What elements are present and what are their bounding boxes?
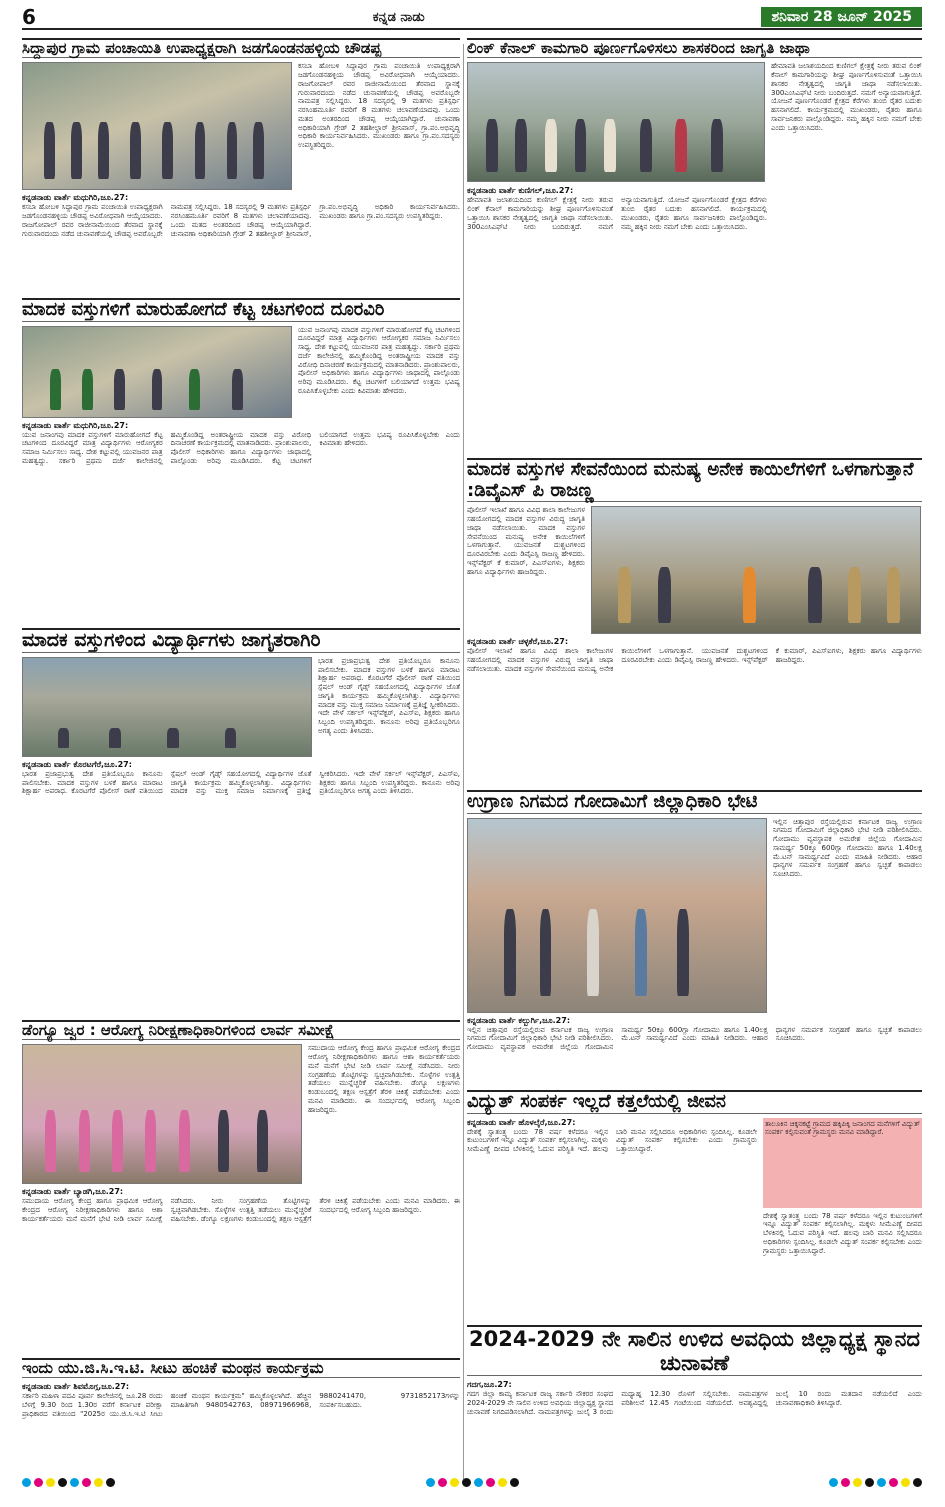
byline: ಕನ್ನಡನಾಡು ವಾರ್ತೆ ಬ್ಯಾಡಗಿ,ಜೂ.27: <box>22 1187 124 1197</box>
page-number: 6 <box>22 5 36 29</box>
registration-dot <box>829 1478 838 1487</box>
headline: ಇಂದು ಯು.ಜಿ.ಸಿ.ಇ.ಟಿ. ಸೀಟು ಹಂಚಿಕೆ ಮಂಥನ ಕಾರ್ಯಕ್ರಮ <box>22 1358 460 1378</box>
registration-dot <box>94 1478 103 1487</box>
byline: ಕನ್ನಡನಾಡು ವಾರ್ತೆ ಕೊರಟಗೆರೆ,ಜೂ.27: <box>22 759 132 769</box>
article-body-cont: ಪೊಲೀಸ್ ಇಲಾಖೆ ಹಾಗೂ ವಿವಿಧ ಶಾಲಾ ಕಾಲೇಜುಗಳ ಸಹಯೋಗದಲ್ಲಿ ಮಾದಕ ವಸ್ತುಗಳ ವಿರುದ್ಧ ಜಾಗೃತಿ ಜಾಥಾ ನಡೆಸಲಾಯಿತು. ಮಾದಕ ವಸ್ತುಗಳ ಸೇವನೆಯಿಂದ ಮನುಷ್ಯ ಅನೇಕ ಕಾಯಿಲೆಗಳಿಗೆ ಒಳಗಾಗುತ್ತಾನೆ. ಯುವಜನತೆ ದುಶ್ಚಟಗಳಿಂದ ದೂರವಿರಬೇಕು ಎಂದು ಡಿವೈಎಸ್ಪಿ ರಾಜಣ್ಣ ಹೇಳಿದರು. ಇನ್ಸ್‌ಪೆಕ್ಟರ್ ಕೆ ಕುಮಾರ್, ಪಿಎಸ್‌ಐಗಳು, ಶಿಕ್ಷಕರು ಹಾಗೂ ವಿದ್ಯಾರ್ಥಿಗಳು ಹಾಜರಿದ್ದರು. <box>467 647 922 673</box>
article-body: ಪೊಲೀಸ್ ಇಲಾಖೆ ಹಾಗೂ ವಿವಿಧ ಶಾಲಾ ಕಾಲೇಜುಗಳ ಸಹಯೋಗದಲ್ಲಿ ಮಾದಕ ವಸ್ತುಗಳ ವಿರುದ್ಧ ಜಾಗೃತಿ ಜಾಥಾ ನಡೆಸಲಾಯಿತು. ಮಾದಕ ವಸ್ತುಗಳ ಸೇವನೆಯಿಂದ ಮನುಷ್ಯ ಅನೇಕ ಕಾಯಿಲೆಗಳಿಗೆ ಒಳಗಾಗುತ್ತಾನೆ. ಯುವಜನತೆ ದುಶ್ಚಟಗಳಿಂದ ದೂರವಿರಬೇಕು ಎಂದು ಡಿವೈಎಸ್ಪಿ ರಾಜಣ್ಣ ಹೇಳಿದರು. ಇನ್ಸ್‌ಪೆಕ್ಟರ್ ಕೆ ಕುಮಾರ್, ಪಿಎಸ್‌ಐಗಳು, ಶಿಕ್ಷಕರು ಹಾಗೂ ವಿದ್ಯಾರ್ಥಿಗಳು ಹಾಜರಿದ್ದರು. <box>467 506 585 576</box>
article-body: ಇಲ್ಲಿನ ಚಿತ್ತಾಪುರ ರಸ್ತೆಯಲ್ಲಿರುವ ಕರ್ನಾಟಕ ರಾಜ್ಯ ಉಗ್ರಾಣ ನಿಗಮದ ಗೋದಾಮಿಗೆ ಜಿಲ್ಲಾಧಿಕಾರಿ ಭೇಟಿ ನೀಡಿ ಪರಿಶೀಲಿಸಿದರು. ಗೋದಾಮು ವ್ಯವಸ್ಥಾಪಕ ಅಮರೇಶ ಜಿಲ್ಲೆಯ ಗೋದಾಮಿನ ಸಾಮರ್ಥ್ಯ 50ಕ್ಕೂ 600ಗ್ಲಾ ಗೋದಾಮು ಹಾಗೂ 1.40ಲಕ್ಷ ಮೆ.ಟನ್ ಸಾಮರ್ಥ್ಯವಿದೆ ಎಂದು ಮಾಹಿತಿ ನೀಡಿದರು. ಆಹಾರ ಧಾನ್ಯಗಳ ಸಮರ್ಪಕ ಸಂಗ್ರಹಣೆ ಹಾಗೂ ಸ್ವಚ್ಛತೆ ಕಾಪಾಡಲು ಸೂಚಿಸಿದರು. <box>773 817 922 879</box>
photo <box>22 657 312 757</box>
article-body: ಸಮುದಾಯ ಆರೋಗ್ಯ ಕೇಂದ್ರ ಹಾಗೂ ಪ್ರಾಥಮಿಕ ಆರೋಗ್ಯ ಕೇಂದ್ರದ ಆರೋಗ್ಯ ನಿರೀಕ್ಷಣಾಧಿಕಾರಿಗಳು ಹಾಗೂ ಆಶಾ ಕಾರ್ಯಕರ್ತೆಯರು ಮನೆ ಮನೆಗೆ ಭೇಟಿ ನೀಡಿ ಲಾರ್ವ ಸಮೀಕ್ಷೆ ನಡೆಸಿದರು. ನೀರು ಸಂಗ್ರಹಣೆಯ ತೊಟ್ಟಿಗಳನ್ನು ಸ್ವಚ್ಛವಾಗಿಡಬೇಕು. ಸೊಳ್ಳೆಗಳ ಉತ್ಪತ್ತಿ ತಡೆಯಲು ಮುನ್ನೆಚ್ಚರಿಕೆ ವಹಿಸಬೇಕು. ಡೆಂಗ್ಯೂ ಲಕ್ಷಣಗಳು ಕಂಡುಬಂದಲ್ಲಿ ತಕ್ಷಣ ಆಸ್ಪತ್ರೆಗೆ ತೆರಳಿ ಚಿಕಿತ್ಸೆ ಪಡೆಯಬೇಕು ಎಂದು ಮನವಿ ಮಾಡಿದರು. ಈ ಸಂದರ್ಭದಲ್ಲಿ ಆರೋಗ್ಯ ಸಿಬ್ಬಂದಿ ಹಾಜರಿದ್ದರು. <box>308 1044 460 1114</box>
story-1 <box>22 38 460 275</box>
paper-name: ಕನ್ನಡ ನಾಡು <box>372 9 425 25</box>
headline: 2024-2029 ನೇ ಸಾಲಿನ ಉಳಿದ ಅವಧಿಯ ಜಿಲ್ಲಾಧ್ಯಕ್ಷ ಸ್ಥಾನದ ಚುನಾವಣೆ <box>467 1325 922 1376</box>
photo <box>22 62 292 190</box>
column-divider <box>463 44 464 1484</box>
article-body-cont: ಯುವ ಜನಾಂಗವು ಮಾದಕ ವಸ್ತುಗಳಿಗೆ ಮಾರುಹೋಗದೆ ಕೆಟ್ಟ ಚಟಗಳಿಂದ ದೂರವಿದ್ದರೆ ಮಾತ್ರ ವಿದ್ಯಾರ್ಥಿಗಳು ಆರೋಗ್ಯಕರ ಸಮಾಜ ನಿರ್ಮಿಸಲು ಸಾಧ್ಯ. ದೇಶ ಕಟ್ಟುವಲ್ಲಿ ಯುವಜನರ ಪಾತ್ರ ಮಹತ್ವದ್ದು. ಸರ್ಕಾರಿ ಪ್ರಥಮ ದರ್ಜೆ ಕಾಲೇಜಿನಲ್ಲಿ ಹಮ್ಮಿಕೊಂಡಿದ್ದ ಅಂತರಾಷ್ಟ್ರೀಯ ಮಾದಕ ವಸ್ತು ವಿರೋಧಿ ದಿನಾಚರಣೆ ಕಾರ್ಯಕ್ರಮದಲ್ಲಿ ಮಾತನಾಡಿದರು. ಪ್ರಾಂಶುಪಾಲರು, ಪೊಲೀಸ್ ಅಧಿಕಾರಿಗಳು ಹಾಗೂ ವಿದ್ಯಾರ್ಥಿಗಳು ಜಾಥಾದಲ್ಲಿ ಪಾಲ್ಗೊಂಡು ಅರಿವು ಮೂಡಿಸಿದರು. ಕೆಟ್ಟ ಚಟಗಳಿಗೆ ಬಲಿಯಾಗದೆ ಉತ್ತಮ ಭವಿಷ್ಯ ರೂಪಿಸಿಕೊಳ್ಳಬೇಕು ಎಂದು ಕಿವಿಮಾತು ಹೇಳಿದರು. <box>22 430 460 465</box>
article-body-cont: ಹೇಮಾವತಿ ಜಲಾಶಯದಿಂದ ಕುಣಿಗಲ್ ಕ್ಷೇತ್ರಕ್ಕೆ ನೀರು ತರುವ ಲಿಂಕ್ ಕೆನಾಲ್ ಕಾಮಗಾರಿಯನ್ನು ಶೀಘ್ರ ಪೂರ್ಣಗೊಳಿಸುವಂತೆ ಒತ್ತಾಯಿಸಿ ಶಾಸಕರ ನೇತೃತ್ವದಲ್ಲಿ ಜಾಗೃತಿ ಜಾಥಾ ನಡೆಸಲಾಯಿತು. 300ಎಂಸಿಎಫ್‌ಟಿ ನೀರು ಬಂದಿರುತ್ತದೆ. ನಮಗೆ ಅನ್ಯಾಯವಾಗುತ್ತಿದೆ. ಯೋಜನೆ ಪೂರ್ಣಗೊಂಡರೆ ಕ್ಷೇತ್ರದ ಕೆರೆಗಳು ತುಂಬಿ ರೈತರ ಬದುಕು ಹಸನಾಗಲಿದೆ. ಕಾರ್ಯಕ್ರಮದಲ್ಲಿ ಮುಖಂಡರು, ರೈತರು ಹಾಗೂ ಸಾರ್ವಜನಿಕರು ಪಾಲ್ಗೊಂಡಿದ್ದರು. ನಮ್ಮ ಹಕ್ಕಿನ ನೀರು ನಮಗೆ ಬೇಕು ಎಂದು ಒತ್ತಾಯಿಸಿದರು. <box>467 196 767 231</box>
registration-dot <box>498 1478 507 1487</box>
registration-dot <box>426 1478 435 1487</box>
article-body: ಗದಗ ಜಿಲ್ಲಾ ಕಾಮ್ಯ ಕರ್ನಾಟಕ ರಾಜ್ಯ ಸರ್ಕಾರಿ ನೌಕರರ ಸಂಘದ 2024-2029 ನೇ ಸಾಲಿನ ಉಳಿದ ಅವಧಿಯ ಜಿಲ್ಲಾಧ್ಯಕ್ಷ ಸ್ಥಾನದ ಚುನಾವಣೆ ನಿಗದಿಪಡಿಸಲಾಗಿದೆ. ನಾಮಪತ್ರಗಳನ್ನು ಜುಲೈ 3 ರಂದು ಮಧ್ಯಾಹ್ನ 12.30 ರೊಳಗೆ ಸಲ್ಲಿಸಬೇಕು. ನಾಮಪತ್ರಗಳ ಪರಿಶೀಲನೆ 12.45 ಗಂಟೆಯಿಂದ ನಡೆಯಲಿದೆ. ಅವಶ್ಯವಿದ್ದಲ್ಲಿ ಜುಲೈ 10 ರಂದು ಮತದಾನ ನಡೆಯಲಿದೆ ಎಂದು ಚುನಾವಣಾಧಿಕಾರಿ ತಿಳಿಸಿದ್ದಾರೆ. <box>467 1390 922 1416</box>
article-body-cont: ಕಸಬಾ ಹೋಬಳಿ ಸಿದ್ದಾಪುರ ಗ್ರಾಮ ಪಂಚಾಯಿತಿ ಉಪಾಧ್ಯಕ್ಷರಾಗಿ ಜಡಗೊಂಡನಹಳ್ಳಿಯ ಚೌಡಪ್ಪ ಅವಿರೋಧವಾಗಿ ಆಯ್ಕೆಯಾದರು. ರಾಜಗೋಪಾಲ್ ರವರ ರಾಜೀನಾಮೆಯಿಂದ ತೆರವಾದ ಸ್ಥಾನಕ್ಕೆ ಗುರುವಾರದಂದು ನಡೆದ ಚುನಾವಣೆಯಲ್ಲಿ ಚೌಡಪ್ಪ ಅವರೊಬ್ಬರೇ ನಾಮಪತ್ರ ಸಲ್ಲಿಸಿದ್ದರು. 18 ಸದಸ್ಯರಲ್ಲಿ 9 ಮತಗಳು ಪ್ರತಿಸ್ಪರ್ಧಿ ನರಸಿಂಹಮೂರ್ತಿ ರವರಿಗೆ 8 ಮತಗಳು ಚಲಾವಣೆಯಾದವು. ಒಂದು ಮತದ ಅಂತರದಿಂದ ಚೌಡಪ್ಪ ಆಯ್ಕೆಯಾಗಿದ್ದಾರೆ. ಚುನಾವಣಾ ಅಧಿಕಾರಿಯಾಗಿ ಗ್ರೇಡ್ 2 ತಹಶೀಲ್ದಾರ್ ಶ್ರೀನಿವಾಸ್, ಗ್ರಾ.ಪಂ.ಅಭಿವೃದ್ಧಿ ಅಧಿಕಾರಿ ಕಾರ್ಯನಿರ್ವಹಿಸಿದರು. ಮುಖಂಡರು ಹಾಗೂ ಗ್ರಾ.ಪಂ.ಸದಸ್ಯರು ಉಪಸ್ಥಿತರಿದ್ದರು. <box>22 203 460 238</box>
article-body: ದೇಶಕ್ಕೆ ಸ್ವಾತಂತ್ರ್ಯ ಬಂದು 78 ವರ್ಷ ಕಳೆದರೂ ಇಲ್ಲಿನ ಕುಟುಂಬಗಳಿಗೆ ಇನ್ನೂ ವಿದ್ಯುತ್ ಸಂಪರ್ಕ ಕಲ್ಪಿಸಲಾಗಿಲ್ಲ. ಮಕ್ಕಳು ಸೀಮೆಎಣ್ಣೆ ದೀಪದ ಬೆಳಕಿನಲ್ಲಿ ಓದುವ ಪರಿಸ್ಥಿತಿ ಇದೆ. ಹಲವು ಬಾರಿ ಮನವಿ ಸಲ್ಲಿಸಿದರೂ ಅಧಿಕಾರಿಗಳು ಸ್ಪಂದಿಸಿಲ್ಲ. ಕೂಡಲೇ ವಿದ್ಯುತ್ ಸಂಪರ್ಕ ಕಲ್ಪಿಸಬೇಕು ಎಂದು ಗ್ರಾಮಸ್ಥರು ಒತ್ತಾಯಿಸಿದ್ದಾರೆ. <box>467 1127 757 1154</box>
headline: ವಿದ್ಯುತ್ ಸಂಪರ್ಕ ಇಲ್ಲದೆ ಕತ್ತಲೆಯಲ್ಲಿ ಜೀವನ <box>467 1090 922 1114</box>
color-dots-center <box>426 1478 519 1490</box>
registration-dot <box>82 1478 91 1487</box>
headline: ಉಗ್ರಾಣ ನಿಗಮದ ಗೋದಾಮಿಗೆ ಜಿಲ್ಲಾಧಿಕಾರಿ ಭೇಟಿ <box>467 790 922 814</box>
story-4 <box>22 1020 460 1327</box>
byline: ಕನ್ನಡನಾಡು ವಾರ್ತೆ ಮಧುಗಿರಿ,ಜೂ.27: <box>22 193 129 203</box>
article-body: ಸರ್ಕಾರಿ ಮಹಿಳಾ ಪದವಿ ಪೂರ್ವ ಕಾಲೇಜಿನಲ್ಲಿ ಜೂ.28 ರಂದು ಬೆಳಗ್ಗೆ 9.30 ರಿಂದ 1.30ರ ವರೆಗೆ ಕರ್ನಾಟಕ ಪರೀಕ್ಷಾ ಪ್ರಾಧಿಕಾರದ ವತಿಯಿಂದ "2025ರ ಯು.ಜಿ.ಸಿ.ಇ.ಟಿ ಸೀಟು ಹಂಚಿಕೆ ಮಂಥನ ಕಾರ್ಯಕ್ರಮ" ಹಮ್ಮಿಕೊಳ್ಳಲಾಗಿದೆ. ಹೆಚ್ಚಿನ ಮಾಹಿತಿಗಾಗಿ 9480542763, 08971966968, 9880241470, 9731852173ಗಳನ್ನು ಸಂಪರ್ಕಿಸಬಹುದು. <box>22 1392 460 1418</box>
photo <box>22 326 292 418</box>
article-body-cont: ಸಮುದಾಯ ಆರೋಗ್ಯ ಕೇಂದ್ರ ಹಾಗೂ ಪ್ರಾಥಮಿಕ ಆರೋಗ್ಯ ಕೇಂದ್ರದ ಆರೋಗ್ಯ ನಿರೀಕ್ಷಣಾಧಿಕಾರಿಗಳು ಹಾಗೂ ಆಶಾ ಕಾರ್ಯಕರ್ತೆಯರು ಮನೆ ಮನೆಗೆ ಭೇಟಿ ನೀಡಿ ಲಾರ್ವ ಸಮೀಕ್ಷೆ ನಡೆಸಿದರು. ನೀರು ಸಂಗ್ರಹಣೆಯ ತೊಟ್ಟಿಗಳನ್ನು ಸ್ವಚ್ಛವಾಗಿಡಬೇಕು. ಸೊಳ್ಳೆಗಳ ಉತ್ಪತ್ತಿ ತಡೆಯಲು ಮುನ್ನೆಚ್ಚರಿಕೆ ವಹಿಸಬೇಕು. ಡೆಂಗ್ಯೂ ಲಕ್ಷಣಗಳು ಕಂಡುಬಂದಲ್ಲಿ ತಕ್ಷಣ ಆಸ್ಪತ್ರೆಗೆ ತೆರಳಿ ಚಿಕಿತ್ಸೆ ಪಡೆಯಬೇಕು ಎಂದು ಮನವಿ ಮಾಡಿದರು. ಈ ಸಂದರ್ಭದಲ್ಲಿ ಆರೋಗ್ಯ ಸಿಬ್ಬಂದಿ ಹಾಜರಿದ್ದರು. <box>22 1197 460 1223</box>
registration-dot <box>853 1478 862 1487</box>
registration-dot <box>510 1478 519 1487</box>
byline: ಗದಗ,ಜೂ.27: <box>467 1380 512 1390</box>
byline: ಕನ್ನಡನಾಡು ವಾರ್ತೆ ಹೊಳಲ್ಕೆರೆ,ಜೂ.27: <box>467 1117 576 1127</box>
registration-dot <box>70 1478 79 1487</box>
photo <box>22 1044 302 1184</box>
story-5 <box>22 1358 460 1458</box>
headline: ಮಾದಕ ವಸ್ತುಗಳ ಸೇವನೆಯಿಂದ ಮನುಷ್ಯ ಅನೇಕ ಕಾಯಿಲೆಗಳಿಗೆ ಒಳಗಾಗುತ್ತಾನೆ :ಡಿವೈಎಸ್ ಪಿ ರಾಜಣ್ಣ <box>467 458 922 502</box>
registration-dot <box>22 1478 31 1487</box>
story-10 <box>467 1325 922 1466</box>
headline: ಸಿದ್ದಾಪುರ ಗ್ರಾಮ ಪಂಚಾಯಿತಿ ಉಪಾಧ್ಯಕ್ಷರಾಗಿ ಜಡಗೊಂಡನಹಳ್ಳಿಯ ಚೌಡಪ್ಪ <box>22 38 460 58</box>
print-registration-bar <box>22 1478 922 1490</box>
story-3 <box>22 628 460 1010</box>
registration-dot <box>438 1478 447 1487</box>
photo <box>467 818 767 1013</box>
registration-dot <box>889 1478 898 1487</box>
headline: ಲಿಂಕ್ ಕೆನಾಲ್ ಕಾಮಗಾರಿ ಪೂರ್ಣಗೊಳಿಸಲು ಶಾಸಕರಿಂದ ಜಾಗೃತಿ ಜಾಥಾ <box>467 38 922 58</box>
registration-dot <box>46 1478 55 1487</box>
registration-dot <box>462 1478 471 1487</box>
article-body: ಕಸಬಾ ಹೋಬಳಿ ಸಿದ್ದಾಪುರ ಗ್ರಾಮ ಪಂಚಾಯಿತಿ ಉಪಾಧ್ಯಕ್ಷರಾಗಿ ಜಡಗೊಂಡನಹಳ್ಳಿಯ ಚೌಡಪ್ಪ ಅವಿರೋಧವಾಗಿ ಆಯ್ಕೆಯಾದರು. ರಾಜಗೋಪಾಲ್ ರವರ ರಾಜೀನಾಮೆಯಿಂದ ತೆರವಾದ ಸ್ಥಾನಕ್ಕೆ ಗುರುವಾರದಂದು ನಡೆದ ಚುನಾವಣೆಯಲ್ಲಿ ಚೌಡಪ್ಪ ಅವರೊಬ್ಬರೇ ನಾಮಪತ್ರ ಸಲ್ಲಿಸಿದ್ದರು. 18 ಸದಸ್ಯರಲ್ಲಿ 9 ಮತಗಳು ಪ್ರತಿಸ್ಪರ್ಧಿ ನರಸಿಂಹಮೂರ್ತಿ ರವರಿಗೆ 8 ಮತಗಳು ಚಲಾವಣೆಯಾದವು. ಒಂದು ಮತದ ಅಂತರದಿಂದ ಚೌಡಪ್ಪ ಆಯ್ಕೆಯಾಗಿದ್ದಾರೆ. ಚುನಾವಣಾ ಅಧಿಕಾರಿಯಾಗಿ ಗ್ರೇಡ್ 2 ತಹಶೀಲ್ದಾರ್ ಶ್ರೀನಿವಾಸ್, ಗ್ರಾ.ಪಂ.ಅಭಿವೃದ್ಧಿ ಅಧಿಕಾರಿ ಕಾರ್ಯನಿರ್ವಹಿಸಿದರು. ಮುಖಂಡರು ಹಾಗೂ ಗ್ರಾ.ಪಂ.ಸದಸ್ಯರು ಉಪಸ್ಥಿತರಿದ್ದರು. <box>298 62 460 149</box>
story-6 <box>467 38 922 386</box>
headline: ಡೆಂಗ್ಯೂ ಜ್ವರ : ಆರೋಗ್ಯ ನಿರೀಕ್ಷಣಾಧಿಕಾರಿಗಳಿಂದ ಲಾರ್ವ ಸಮೀಕ್ಷೆ <box>22 1020 460 1040</box>
registration-dot <box>901 1478 910 1487</box>
headline: ಮಾದಕ ವಸ್ತುಗಳಿಗೆ ಮಾರುಹೋಗದೆ ಕೆಟ್ಟ ಚಟಗಳಿಂದ ದೂರವಿರಿ <box>22 298 460 322</box>
article-body-cont: ಭಾರತ ಪ್ರಜಾಪ್ರಭುತ್ವ ದೇಶ ಪ್ರತಿಯೊಬ್ಬರೂ ಕಾನೂನು ಪಾಲಿಸಬೇಕು. ಮಾದಕ ವಸ್ತುಗಳ ಬಳಕೆ ಹಾಗೂ ಮಾರಾಟ ಶಿಕ್ಷಾರ್ಹ ಅಪರಾಧ. ಕೊರಟಗೆರೆ ಪೊಲೀಸ್ ಠಾಣೆ ವತಿಯಿಂದ ಸ್ಪೆಷಲ್ ಆಂಡ್ ಗೈಡ್ಸ್ ಸಹಯೋಗದಲ್ಲಿ ವಿದ್ಯಾರ್ಥಿಗಳ ಜೊತೆ ಜಾಗೃತಿ ಕಾರ್ಯಕ್ರಮ ಹಮ್ಮಿಕೊಳ್ಳಲಾಗಿತ್ತು. ವಿದ್ಯಾರ್ಥಿಗಳು ಮಾದಕ ವಸ್ತು ಮುಕ್ತ ಸಮಾಜ ನಿರ್ಮಾಣಕ್ಕೆ ಪ್ರತಿಜ್ಞೆ ಸ್ವೀಕರಿಸಿದರು. ಇದೇ ವೇಳೆ ಸರ್ಕಲ್ ಇನ್ಸ್‌ಪೆಕ್ಟರ್, ಪಿಎಸ್‌ಐ, ಶಿಕ್ಷಕರು ಹಾಗೂ ಸಿಬ್ಬಂದಿ ಉಪಸ್ಥಿತರಿದ್ದರು. ಕಾನೂನು ಅರಿವು ಪ್ರತಿಯೊಬ್ಬರಿಗೂ ಅಗತ್ಯ ಎಂದು ತಿಳಿಸಿದರು. <box>22 769 460 796</box>
color-dots-left <box>22 1478 115 1490</box>
story-2 <box>22 298 460 606</box>
article-body-cont: ದೇಶಕ್ಕೆ ಸ್ವಾತಂತ್ರ್ಯ ಬಂದು 78 ವರ್ಷ ಕಳೆದರೂ ಇಲ್ಲಿನ ಕುಟುಂಬಗಳಿಗೆ ಇನ್ನೂ ವಿದ್ಯುತ್ ಸಂಪರ್ಕ ಕಲ್ಪಿಸಲಾಗಿಲ್ಲ. ಮಕ್ಕಳು ಸೀಮೆಎಣ್ಣೆ ದೀಪದ ಬೆಳಕಿನಲ್ಲಿ ಓದುವ ಪರಿಸ್ಥಿತಿ ಇದೆ. ಹಲವು ಬಾರಿ ಮನವಿ ಸಲ್ಲಿಸಿದರೂ ಅಧಿಕಾರಿಗಳು ಸ್ಪಂದಿಸಿಲ್ಲ. ಕೂಡಲೇ ವಿದ್ಯುತ್ ಸಂಪರ್ಕ ಕಲ್ಪಿಸಬೇಕು ಎಂದು ಗ್ರಾಮಸ್ಥರು ಒತ್ತಾಯಿಸಿದ್ದಾರೆ. <box>763 1211 922 1255</box>
article-body: ಹೇಮಾವತಿ ಜಲಾಶಯದಿಂದ ಕುಣಿಗಲ್ ಕ್ಷೇತ್ರಕ್ಕೆ ನೀರು ತರುವ ಲಿಂಕ್ ಕೆನಾಲ್ ಕಾಮಗಾರಿಯನ್ನು ಶೀಘ್ರ ಪೂರ್ಣಗೊಳಿಸುವಂತೆ ಒತ್ತಾಯಿಸಿ ಶಾಸಕರ ನೇತೃತ್ವದಲ್ಲಿ ಜಾಗೃತಿ ಜಾಥಾ ನಡೆಸಲಾಯಿತು. 300ಎಂಸಿಎಫ್‌ಟಿ ನೀರು ಬಂದಿರುತ್ತದೆ. ನಮಗೆ ಅನ್ಯಾಯವಾಗುತ್ತಿದೆ. ಯೋಜನೆ ಪೂರ್ಣಗೊಂಡರೆ ಕ್ಷೇತ್ರದ ಕೆರೆಗಳು ತುಂಬಿ ರೈತರ ಬದುಕು ಹಸನಾಗಲಿದೆ. ಕಾರ್ಯಕ್ರಮದಲ್ಲಿ ಮುಖಂಡರು, ರೈತರು ಹಾಗೂ ಸಾರ್ವಜನಿಕರು ಪಾಲ್ಗೊಂಡಿದ್ದರು. ನಮ್ಮ ಹಕ್ಕಿನ ನೀರು ನಮಗೆ ಬೇಕು ಎಂದು ಒತ್ತಾಯಿಸಿದರು. <box>771 62 922 132</box>
article-body-cont: ಇಲ್ಲಿನ ಚಿತ್ತಾಪುರ ರಸ್ತೆಯಲ್ಲಿರುವ ಕರ್ನಾಟಕ ರಾಜ್ಯ ಉಗ್ರಾಣ ನಿಗಮದ ಗೋದಾಮಿಗೆ ಜಿಲ್ಲಾಧಿಕಾರಿ ಭೇಟಿ ನೀಡಿ ಪರಿಶೀಲಿಸಿದರು. ಗೋದಾಮು ವ್ಯವಸ್ಥಾಪಕ ಅಮರೇಶ ಜಿಲ್ಲೆಯ ಗೋದಾಮಿನ ಸಾಮರ್ಥ್ಯ 50ಕ್ಕೂ 600ಗ್ಲಾ ಗೋದಾಮು ಹಾಗೂ 1.40ಲಕ್ಷ ಮೆ.ಟನ್ ಸಾಮರ್ಥ್ಯವಿದೆ ಎಂದು ಮಾಹಿತಿ ನೀಡಿದರು. ಆಹಾರ ಧಾನ್ಯಗಳ ಸಮರ್ಪಕ ಸಂಗ್ರಹಣೆ ಹಾಗೂ ಸ್ವಚ್ಛತೆ ಕಾಪಾಡಲು ಸೂಚಿಸಿದರು. <box>467 1025 922 1052</box>
issue-date: ಶನಿವಾರ 28 ಜೂನ್ 2025 <box>761 7 922 27</box>
registration-dot <box>58 1478 67 1487</box>
registration-dot <box>474 1478 483 1487</box>
headline: ಮಾದಕ ವಸ್ತುಗಳಿಂದ ವಿದ್ಯಾರ್ಥಿಗಳು ಜಾಗೃತರಾಗಿರಿ <box>22 628 460 653</box>
registration-dot <box>450 1478 459 1487</box>
photo <box>467 62 765 182</box>
byline: ಕನ್ನಡನಾಡು ವಾರ್ತೆ ಶಿವಮೊಗ್ಗ,ಜೂ.27: <box>22 1382 130 1392</box>
registration-dot <box>865 1478 874 1487</box>
article-body: ಭಾರತ ಪ್ರಜಾಪ್ರಭುತ್ವ ದೇಶ ಪ್ರತಿಯೊಬ್ಬರೂ ಕಾನೂನು ಪಾಲಿಸಬೇಕು. ಮಾದಕ ವಸ್ತುಗಳ ಬಳಕೆ ಹಾಗೂ ಮಾರಾಟ ಶಿಕ್ಷಾರ್ಹ ಅಪರಾಧ. ಕೊರಟಗೆರೆ ಪೊಲೀಸ್ ಠಾಣೆ ವತಿಯಿಂದ ಸ್ಪೆಷಲ್ ಆಂಡ್ ಗೈಡ್ಸ್ ಸಹಯೋಗದಲ್ಲಿ ವಿದ್ಯಾರ್ಥಿಗಳ ಜೊತೆ ಜಾಗೃತಿ ಕಾರ್ಯಕ್ರಮ ಹಮ್ಮಿಕೊಳ್ಳಲಾಗಿತ್ತು. ವಿದ್ಯಾರ್ಥಿಗಳು ಮಾದಕ ವಸ್ತು ಮುಕ್ತ ಸಮಾಜ ನಿರ್ಮಾಣಕ್ಕೆ ಪ್ರತಿಜ್ಞೆ ಸ್ವೀಕರಿಸಿದರು. ಇದೇ ವೇಳೆ ಸರ್ಕಲ್ ಇನ್ಸ್‌ಪೆಕ್ಟರ್, ಪಿಎಸ್‌ಐ, ಶಿಕ್ಷಕರು ಹಾಗೂ ಸಿಬ್ಬಂದಿ ಉಪಸ್ಥಿತರಿದ್ದರು. ಕಾನೂನು ಅರಿವು ಪ್ರತಿಯೊಬ್ಬರಿಗೂ ಅಗತ್ಯ ಎಂದು ತಿಳಿಸಿದರು. <box>318 656 460 735</box>
registration-dot <box>841 1478 850 1487</box>
registration-dot <box>34 1478 43 1487</box>
highlight-box: ತಾಲೂಕಿನ ಚಿಕ್ಕನಕಟ್ಟೆ ಗ್ರಾಮದ ಹಕ್ಕಿಪಿಕ್ಕಿ ಜನಾಂಗದ ಮನೆಗಳಿಗೆ ವಿದ್ಯುತ್ ಸಂಪರ್ಕ ಕಲ್ಪಿಸುವಂತೆ ಗ್ರಾಮಸ್ಥರು ಮನವಿ ಮಾಡಿದ್ದಾರೆ. <box>763 1118 922 1208</box>
photo <box>591 506 921 634</box>
byline: ಕನ್ನಡನಾಡು ವಾರ್ತೆ ಕಲ್ಬುರ್ಗಿ,ಜೂ.27: <box>467 1015 571 1025</box>
article-body: ಯುವ ಜನಾಂಗವು ಮಾದಕ ವಸ್ತುಗಳಿಗೆ ಮಾರುಹೋಗದೆ ಕೆಟ್ಟ ಚಟಗಳಿಂದ ದೂರವಿದ್ದರೆ ಮಾತ್ರ ವಿದ್ಯಾರ್ಥಿಗಳು ಆರೋಗ್ಯಕರ ಸಮಾಜ ನಿರ್ಮಿಸಲು ಸಾಧ್ಯ. ದೇಶ ಕಟ್ಟುವಲ್ಲಿ ಯುವಜನರ ಪಾತ್ರ ಮಹತ್ವದ್ದು. ಸರ್ಕಾರಿ ಪ್ರಥಮ ದರ್ಜೆ ಕಾಲೇಜಿನಲ್ಲಿ ಹಮ್ಮಿಕೊಂಡಿದ್ದ ಅಂತರಾಷ್ಟ್ರೀಯ ಮಾದಕ ವಸ್ತು ವಿರೋಧಿ ದಿನಾಚರಣೆ ಕಾರ್ಯಕ್ರಮದಲ್ಲಿ ಮಾತನಾಡಿದರು. ಪ್ರಾಂಶುಪಾಲರು, ಪೊಲೀಸ್ ಅಧಿಕಾರಿಗಳು ಹಾಗೂ ವಿದ್ಯಾರ್ಥಿಗಳು ಜಾಥಾದಲ್ಲಿ ಪಾಲ್ಗೊಂಡು ಅರಿವು ಮೂಡಿಸಿದರು. ಕೆಟ್ಟ ಚಟಗಳಿಗೆ ಬಲಿಯಾಗದೆ ಉತ್ತಮ ಭವಿಷ್ಯ ರೂಪಿಸಿಕೊಳ್ಳಬೇಕು ಎಂದು ಕಿವಿಮಾತು ಹೇಳಿದರು. <box>298 325 460 395</box>
byline: ಕನ್ನಡನಾಡು ವಾರ್ತೆ ಮಧುಗಿರಿ,ಜೂ.27: <box>22 420 129 430</box>
byline: ಕನ್ನಡನಾಡು ವಾರ್ತೆ ಚಳ್ಳಕೆರೆ,ಜೂ.27: <box>467 637 569 647</box>
registration-dot <box>106 1478 115 1487</box>
story-9 <box>467 1090 922 1338</box>
story-7 <box>467 458 922 747</box>
story-8 <box>467 790 922 1076</box>
byline: ಕನ್ನಡನಾಡು ವಾರ್ತೆ ಕುಣಿಗಲ್,ಜೂ.27: <box>467 186 574 196</box>
registration-dot <box>486 1478 495 1487</box>
masthead <box>22 6 922 30</box>
registration-dot <box>877 1478 886 1487</box>
registration-dot <box>913 1478 922 1487</box>
color-dots-right <box>829 1478 922 1490</box>
